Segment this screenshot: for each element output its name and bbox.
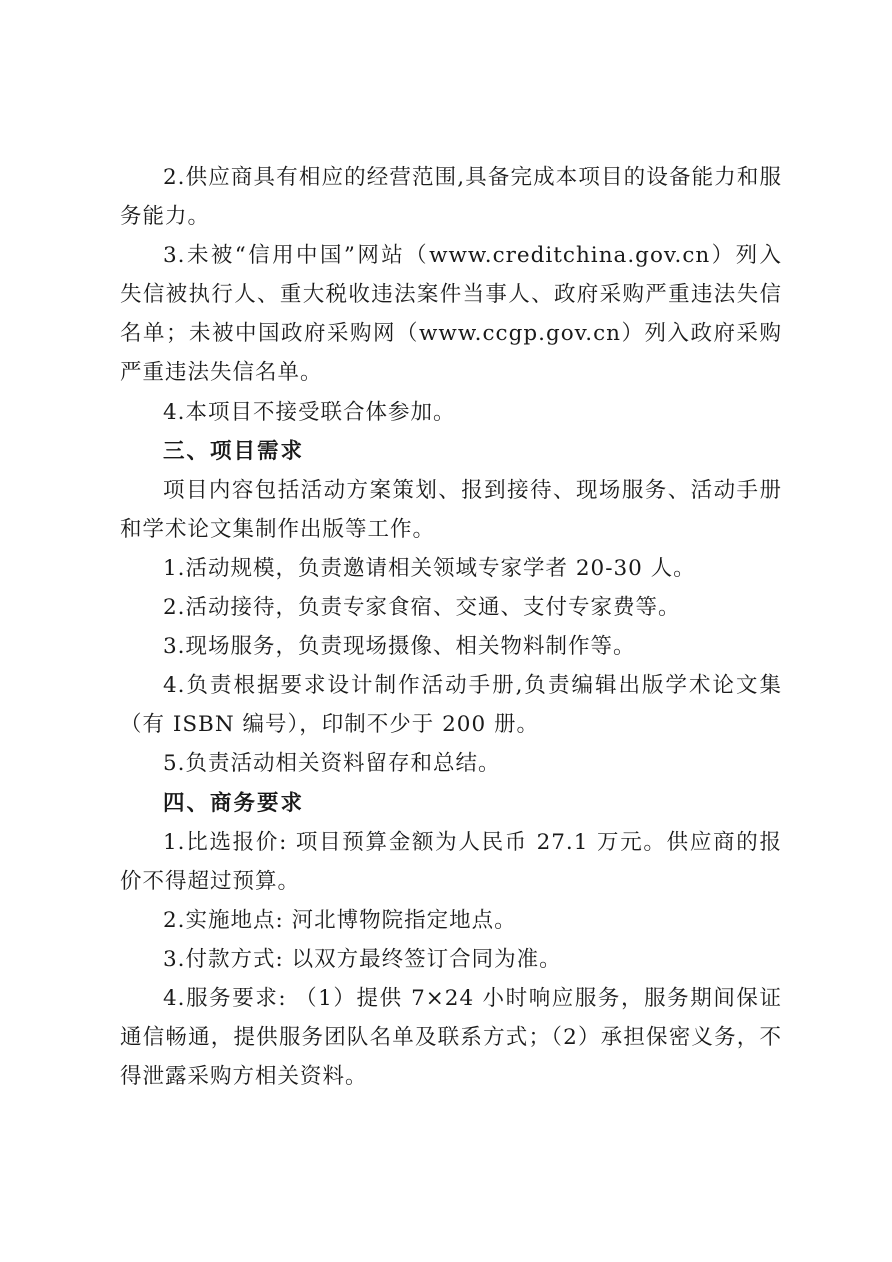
paragraph-credit-check: 3.未被“信用中国”网站（www.creditchina.gov.cn）列入失信被执行人、重大税收违法案件当事人、政府采购严重违法失信名单；未被中国政府采购网（www.ccgp.gov.cn）列入政府采购严重违法失信名单。: [120, 243, 782, 386]
paragraph-supplier-scope: 2.供应商具有相应的经营范围,具备完成本项目的设备能力和服务能力。: [120, 165, 782, 230]
document-body: [120, 158, 782, 1096]
paragraph-no-consortium: 4.本项目不接受联合体参加。: [163, 399, 456, 425]
paragraph-project-content: 项目内容包括活动方案策划、报到接待、现场服务、活动手册和学术论文集制作出版等工作。: [120, 477, 782, 542]
paragraph-event-scale: 1.活动规模，负责邀请相关领域专家学者 20-30 人。: [163, 555, 696, 581]
paragraph-payment: 3.付款方式: 以双方最终签订合同为准。: [163, 946, 562, 972]
paragraph-event-reception: 2.活动接待，负责专家食宿、交通、支付专家费等。: [163, 595, 681, 621]
paragraph-quotation: 1.比选报价: 项目预算金额为人民币 27.1 万元。供应商的报价不得超过预算。: [120, 829, 782, 894]
paragraph-records-summary: 5.负责活动相关资料留存和总结。: [163, 751, 501, 777]
paragraph-service-requirements: 4.服务要求: （1）提供 7×24 小时响应服务，服务期间保证通信畅通，提供服务团队名单及联系方式；（2）承担保密义务，不得泄露采购方相关资料。: [120, 985, 782, 1090]
section-heading-project-requirements: 三、项目需求: [163, 438, 305, 464]
paragraph-manual-publication: 4.负责根据要求设计制作活动手册,负责编辑出版学术论文集（有 ISBN 编号），印制不少于 200 册。: [120, 673, 782, 738]
paragraph-location: 2.实施地点: 河北博物院指定地点。: [163, 907, 517, 933]
section-heading-business-requirements: 四、商务要求: [163, 790, 305, 816]
paragraph-onsite-service: 3.现场服务，负责现场摄像、相关物料制作等。: [163, 634, 636, 660]
